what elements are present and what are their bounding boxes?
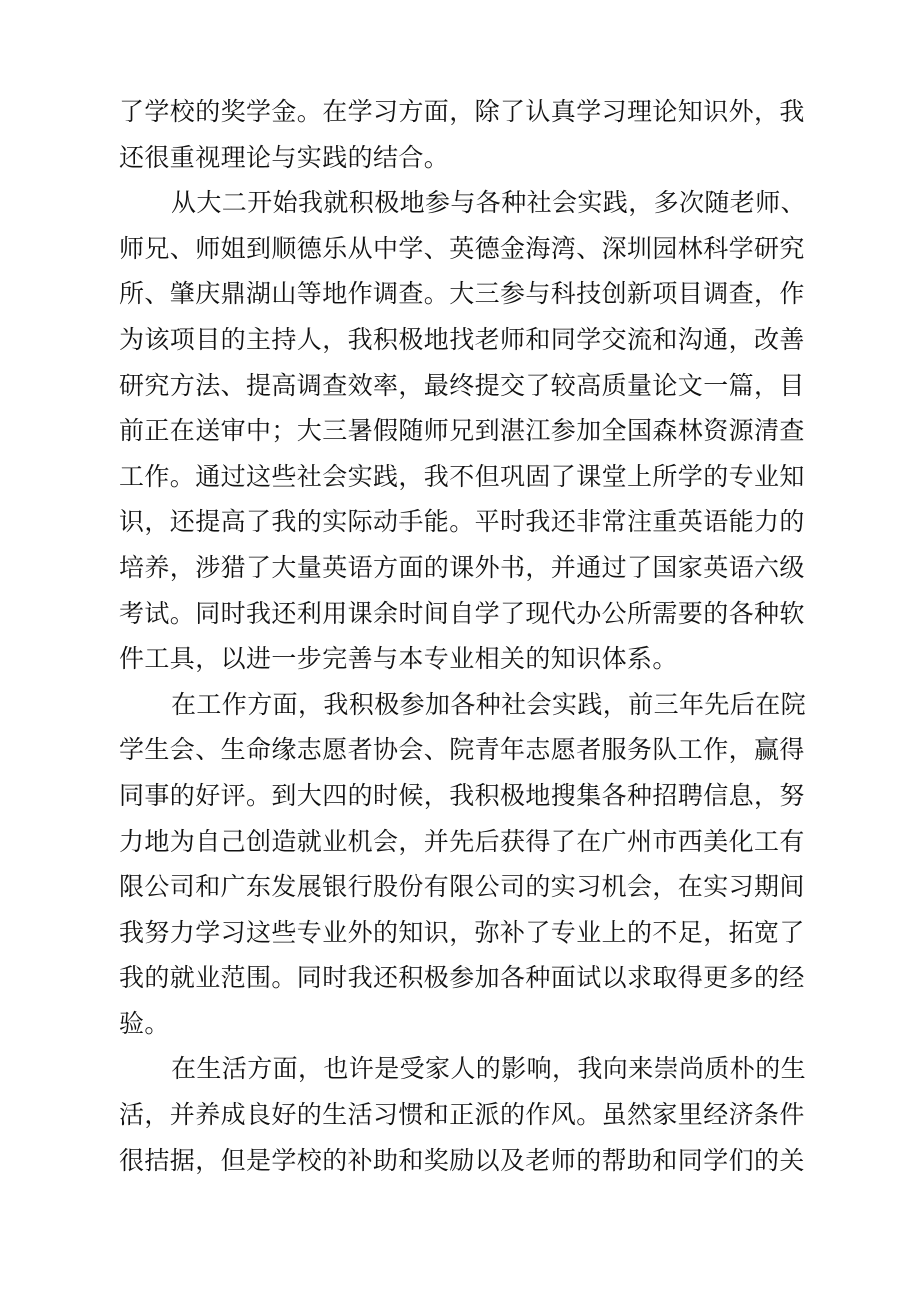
paragraph-first-line: 在工作方面，我积极参加各种社会实践，前三年先后在院: [171, 689, 807, 719]
text-line: 识，还提高了我的实际动手能。平时我还非常注重英语能力的: [119, 507, 805, 537]
text-line: 限公司和广东发展银行股份有限公司的实习机会，在实习期间: [119, 872, 805, 902]
text-line: 件工具，以进一步完善与本专业相关的知识体系。: [119, 644, 678, 674]
text-line: 我的就业范围。同时我还积极参加各种面试以求取得更多的经: [119, 963, 805, 993]
text-line: 了学校的奖学金。在学习方面，除了认真学习理论知识外，我: [119, 97, 805, 126]
text-line: 前正在送审中；大三暑假随师兄到湛江参加全国森林资源清查: [119, 416, 805, 446]
text-line: 同事的好评。到大四的时候，我积极地搜集各种招聘信息，努: [119, 780, 805, 810]
text-line: 为该项目的主持人，我积极地找老师和同学交流和沟通，改善: [119, 324, 805, 354]
text-line: 学生会、生命缘志愿者协会、院青年志愿者服务队工作，赢得: [119, 735, 805, 765]
text-line: 活，并养成良好的生活习惯和正派的作风。虽然家里经济条件: [119, 1100, 805, 1130]
text-line: 培养，涉猎了大量英语方面的课外书，并通过了国家英语六级: [119, 552, 805, 582]
text-line: 还很重视理论与实践的结合。: [119, 142, 450, 172]
text-line: 研究方法、提高调查效率，最终提交了较高质量论文一篇，目: [119, 370, 805, 400]
text-line: 我努力学习这些专业外的知识，弥补了专业上的不足，拓宽了: [119, 917, 805, 947]
text-line: 工作。通过这些社会实践，我不但巩固了课堂上所学的专业知: [119, 461, 805, 491]
text-line: 验。: [119, 1008, 170, 1038]
text-line: 力地为自己创造就业机会，并先后获得了在广州市西美化工有: [119, 826, 805, 856]
text-line: 很拮据，但是学校的补助和奖励以及老师的帮助和同学们的关: [119, 1145, 805, 1175]
text-line: 师兄、师姐到顺德乐从中学、英德金海湾、深圳园林科学研究: [119, 233, 805, 263]
text-line: 所、肇庆鼎湖山等地作调查。大三参与科技创新项目调查，作: [119, 279, 805, 309]
text-line: 考试。同时我还利用课余时间自学了现代办公所需要的各种软: [119, 598, 805, 628]
document-body: [119, 89, 807, 1183]
paragraph-first-line: 从大二开始我就积极地参与各种社会实践，多次随老师、: [171, 188, 807, 218]
paragraph-first-line: 在生活方面，也许是受家人的影响，我向来崇尚质朴的生: [171, 1054, 807, 1084]
